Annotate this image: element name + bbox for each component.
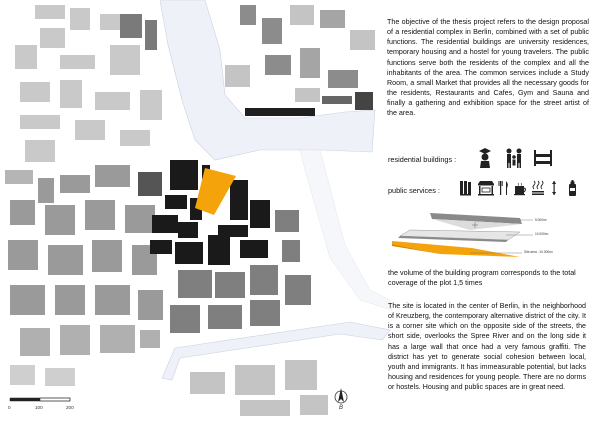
across-river-blocks: [225, 5, 375, 116]
layer-top-label: 5.000m²: [535, 218, 547, 222]
spray-can-icon: [569, 180, 576, 196]
books-icon: [460, 181, 471, 196]
scale-tick-0: 0: [8, 405, 11, 410]
river-to-canal: [300, 150, 392, 310]
restaurant-icon: [499, 181, 508, 195]
bunk-bed-icon: [534, 150, 552, 166]
layer-middle-label: 10.000m²: [535, 232, 549, 236]
southwest-blocks: [5, 165, 163, 386]
layer-site-label: Site area : 10.000m²: [524, 250, 553, 254]
volume-note: the volume of the building program corresponds to the total coverage of the plot 1,5 times: [388, 268, 576, 288]
family-icon: [507, 149, 522, 169]
scale-tick-200: 200: [66, 405, 74, 410]
southeast-blocks: [190, 360, 328, 416]
north-darker-blocks: [120, 14, 157, 50]
volume-diagram: [392, 213, 533, 257]
public-services-label: public services :: [388, 186, 440, 195]
market-icon: [478, 181, 494, 196]
coffee-icon: [514, 183, 526, 195]
north-arrow: [335, 388, 347, 403]
project-site: [195, 168, 236, 215]
scale-tick-100: 100: [35, 405, 43, 410]
gym-icon: [552, 181, 556, 195]
graduate-icon: [479, 148, 491, 168]
residential-buildings-label: residential buildings :: [388, 155, 457, 164]
site-description: The site is located in the center of Berlin, in the neighborhood of Kreuzberg, the contemporary alternative district of the city. It is a corner site which on the opposite side of the streets, the short side, overlooks the Spree River and on the long side it has a large wall that once had a very famous graffiti. The district has yet to generate social cohesion between local, youth and immigrants. It has immeasurable potential, but lacks housing and residences for young people. There are no dorms or hostels. Housing and public spaces are in great need.: [388, 302, 586, 392]
scale-bar: [10, 398, 70, 401]
sauna-icon: [532, 181, 544, 195]
compass-letter: B: [339, 405, 344, 411]
project-description: The objective of the thesis project refers to the design proposal of a residential complex in Berlin, combined with a set of public functions. The residential buildings are university residences, temporary housing and a hostel for young travelers. The public functions serve both the residents of the complex and all the inhabitants of the area. The common services include a Study Room, a small Market that provides all the necessary goods for the residents, Restaurants and Cafes, Gym and Sauna and finally a gathering and exhibition space for the street artist of the area.: [387, 18, 589, 118]
